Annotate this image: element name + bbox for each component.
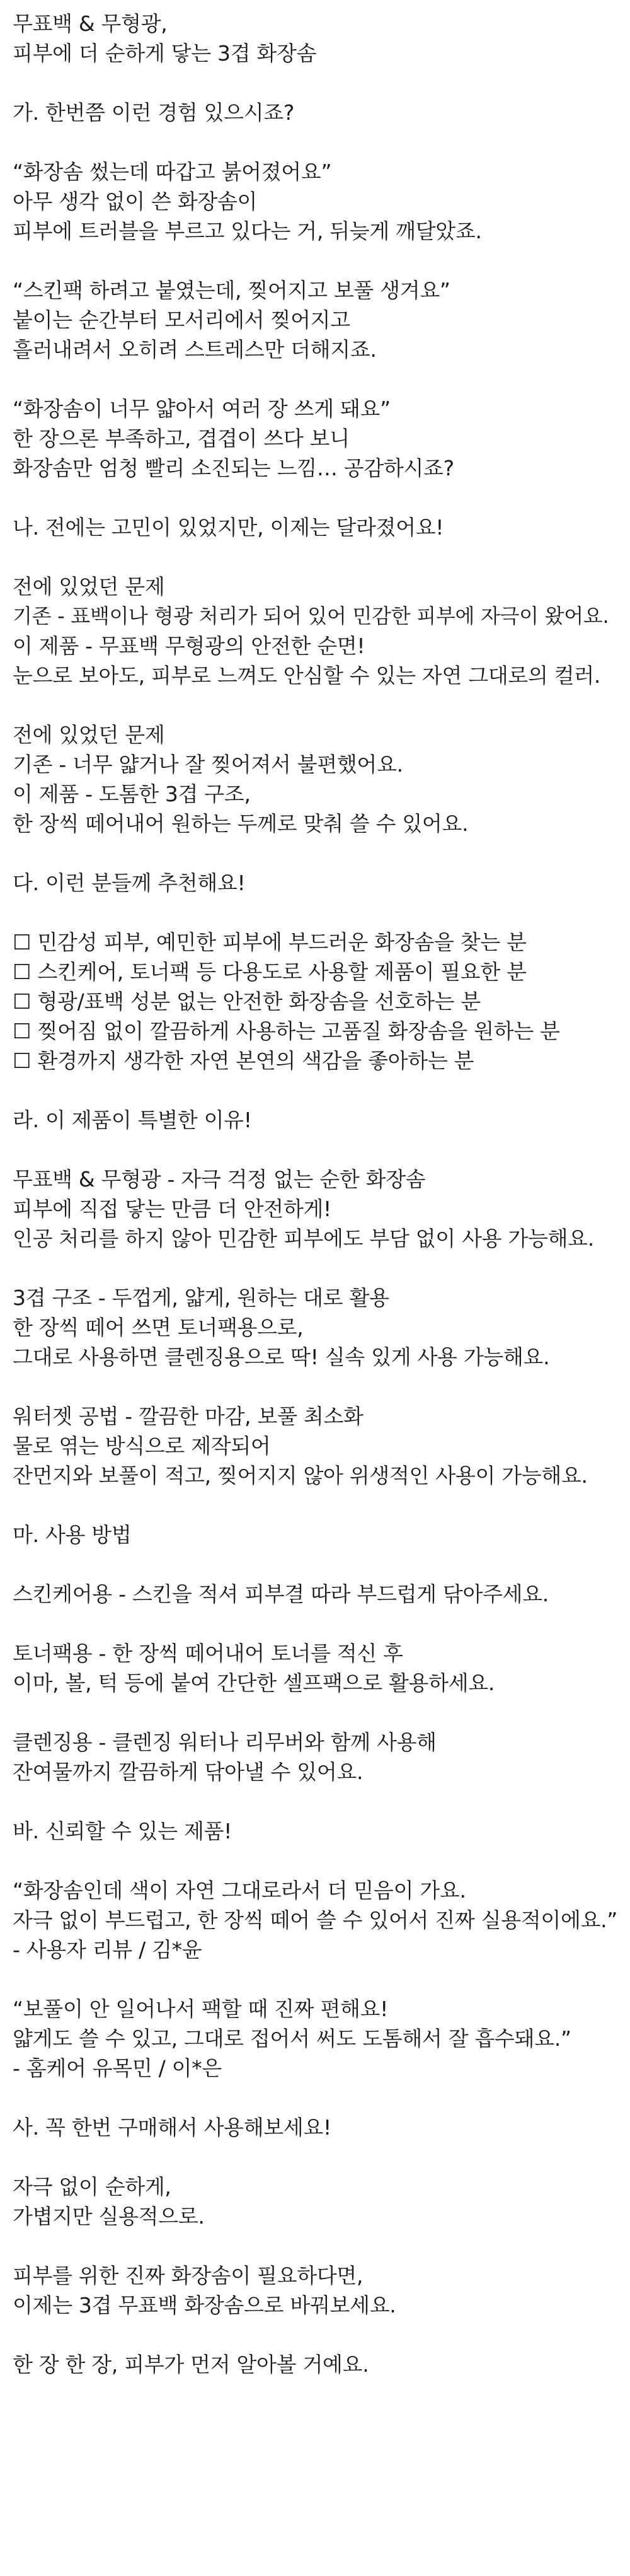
paragraph-spacer: [13, 1490, 617, 1520]
text-line: ☐ 민감성 피부, 예민한 피부에 부드러운 화장솜을 찾는 분: [13, 930, 527, 954]
text-line: 그대로 사용하면 클렌징용으로 딱! 실속 있게 사용 가능해요.: [13, 1345, 550, 1369]
text-line: 피부에 직접 닿는 만큼 더 안전하게!: [13, 1197, 331, 1221]
text-line: “화장솜 썼는데 따갑고 붉어졌어요”: [13, 160, 332, 184]
text-line: 잔먼지와 보풀이 적고, 찢어지지 않아 위생적인 사용이 가능해요.: [13, 1463, 588, 1488]
text-line: ☐ 형광/표백 성분 없는 안전한 화장솜을 선호하는 분: [13, 989, 481, 1014]
text-line: - 홈케어 유목민 / 이*은: [13, 2056, 222, 2080]
section-ga-heading: [13, 98, 617, 127]
text-line: 가볍지만 실용적으로.: [13, 2204, 205, 2229]
text-line: 워터젯 공법 - 깔끔한 마감, 보풀 최소화: [13, 1404, 364, 1429]
text-line: 스킨케어용 - 스킨을 적셔 피부결 따라 부드럽게 닦아주세요.: [13, 1582, 549, 1606]
usage-2: [13, 1639, 617, 1698]
text-line: 3겹 구조 - 두껍게, 얇게, 원하는 대로 활용: [13, 1285, 389, 1310]
feature-3: [13, 1401, 617, 1490]
paragraph-spacer: [13, 246, 617, 276]
intro-title: [13, 9, 617, 68]
section-da-heading: [13, 868, 617, 898]
text-line: 전에 있었던 문제: [13, 722, 165, 747]
text-line: 클렌징용 - 클렌징 워터나 리무버와 함께 사용해: [13, 1730, 437, 1755]
usage-1: [13, 1579, 617, 1609]
paragraph-spacer: [13, 364, 617, 394]
paragraph-spacer: [13, 68, 617, 98]
text-line: 라. 이 제품이 특별한 이유!: [13, 1108, 252, 1132]
text-line: 기존 - 표백이나 형광 처리가 되어 있어 민감한 피부에 자극이 왔어요.: [13, 604, 609, 628]
paragraph-spacer: [13, 2083, 617, 2113]
paragraph-spacer: [13, 898, 617, 927]
text-line: 한 장으론 부족하고, 겹겹이 쓰다 보니: [13, 426, 350, 451]
review-1: [13, 1876, 617, 1964]
text-line: 자극 없이 부드럽고, 한 장씩 떼어 쓸 수 있어서 진짜 실용적이에요.”: [13, 1908, 618, 1932]
text-line: 이제는 3겹 무표백 화장솜으로 바꿔보세요.: [13, 2293, 396, 2318]
text-line: 가. 한번쯤 이런 경험 있으시죠?: [13, 100, 295, 125]
text-line: 물로 엮는 방식으로 제작되어: [13, 1434, 271, 1458]
usage-3: [13, 1727, 617, 1787]
closing-3: [13, 2350, 617, 2379]
text-line: “화장솜이 너무 얇아서 여러 장 쓰게 돼요”: [13, 397, 391, 421]
text-line: 무표백 & 무형광 - 자극 걱정 없는 순한 화장솜: [13, 1167, 426, 1192]
paragraph-spacer: [13, 483, 617, 513]
problem-1: [13, 572, 617, 690]
text-line: 사. 꼭 한번 구매해서 사용해보세요!: [13, 2115, 331, 2140]
paragraph-spacer: [13, 2142, 617, 2172]
experience-2: [13, 276, 617, 364]
recommend-list: [13, 927, 617, 1076]
text-line: 붙이는 순간부터 모서리에서 찢어지고: [13, 308, 350, 332]
paragraph-spacer: [13, 1076, 617, 1105]
paragraph-spacer: [13, 1609, 617, 1639]
text-line: 한 장씩 떼어내어 원하는 두께로 맞춰 쓸 수 있어요.: [13, 811, 469, 836]
text-line: 바. 신뢰할 수 있는 제품!: [13, 1819, 232, 1843]
review-2: [13, 1994, 617, 2083]
experience-3: [13, 394, 617, 483]
text-line: ☐ 환경까지 생각한 자연 본연의 색감을 좋아하는 분: [13, 1048, 474, 1073]
paragraph-spacer: [13, 1698, 617, 1727]
text-line: 피부에 트러블을 부르고 있다는 거, 뒤늦게 깨달았죠.: [13, 219, 482, 243]
paragraph-spacer: [13, 1550, 617, 1579]
text-line: 무표백 & 무형광,: [13, 11, 168, 36]
text-line: ☐ 찢어짐 없이 깔끔하게 사용하는 고품질 화장솜을 원하는 분: [13, 1019, 560, 1043]
paragraph-spacer: [13, 838, 617, 868]
text-line: 나. 전에는 고민이 있었지만, 이제는 달라졌어요!: [13, 515, 444, 540]
section-ba-heading: [13, 1816, 617, 1846]
text-line: ☐ 스킨케어, 토너팩 등 다용도로 사용할 제품이 필요한 분: [13, 960, 527, 984]
paragraph-spacer: [13, 1372, 617, 1401]
text-line: 다. 이런 분들께 추천해요!: [13, 871, 246, 895]
text-line: “스킨팩 하려고 붙였는데, 찢어지고 보풀 생겨요”: [13, 278, 450, 303]
text-line: - 사용자 리뷰 / 김*윤: [13, 1937, 202, 1962]
paragraph-spacer: [13, 1787, 617, 1816]
paragraph-spacer: [13, 2231, 617, 2261]
text-line: 얇게도 쓸 수 있고, 그대로 접어서 써도 도톰해서 잘 흡수돼요.”: [13, 2026, 571, 2051]
text-line: “화장솜인데 색이 자연 그대로라서 더 믿음이 가요.: [13, 1878, 466, 1903]
paragraph-spacer: [13, 542, 617, 572]
paragraph-spacer: [13, 127, 617, 157]
text-line: 한 장 한 장, 피부가 먼저 알아볼 거예요.: [13, 2352, 369, 2377]
paragraph-spacer: [13, 1253, 617, 1283]
problem-2: [13, 720, 617, 838]
section-ma-heading: [13, 1520, 617, 1550]
section-sa-heading: [13, 2113, 617, 2142]
text-line: 전에 있었던 문제: [13, 574, 165, 599]
feature-1: [13, 1164, 617, 1253]
closing-2: [13, 2261, 617, 2320]
text-line: 피부를 위한 진짜 화장솜이 필요하다면,: [13, 2263, 364, 2288]
feature-2: [13, 1283, 617, 1372]
text-line: 눈으로 보아도, 피부로 느껴도 안심할 수 있는 자연 그대로의 컬러.: [13, 663, 601, 688]
text-line: 잔여물까지 깔끔하게 닦아낼 수 있어요.: [13, 1760, 364, 1784]
text-line: “보풀이 안 일어나서 팩할 때 진짜 편해요!: [13, 1997, 389, 2021]
paragraph-spacer: [13, 1135, 617, 1164]
text-line: 자극 없이 순하게,: [13, 2174, 171, 2199]
text-line: 이 제품 - 도톰한 3겹 구조,: [13, 782, 251, 806]
section-ra-heading: [13, 1105, 617, 1135]
paragraph-spacer: [13, 690, 617, 720]
experience-1: [13, 157, 617, 246]
text-line: 흘러내려서 오히려 스트레스만 더해지죠.: [13, 337, 377, 362]
text-line: 이 제품 - 무표백 무형광의 안전한 순면!: [13, 634, 365, 658]
text-line: 화장솜만 엄청 빨리 소진되는 느낌… 공감하시죠?: [13, 456, 454, 480]
text-line: 마. 사용 방법: [13, 1523, 132, 1547]
closing-1: [13, 2172, 617, 2231]
text-line: 피부에 더 순하게 닿는 3겹 화장솜: [13, 41, 317, 66]
paragraph-spacer: [13, 2320, 617, 2350]
text-line: 토너팩용 - 한 장씩 떼어내어 토너를 적신 후: [13, 1641, 403, 1666]
text-line: 한 장씩 떼어 쓰면 토너팩용으로,: [13, 1315, 304, 1340]
product-description-document: [13, 9, 617, 2379]
text-line: 기존 - 너무 얇거나 잘 찢어져서 불편했어요.: [13, 752, 403, 777]
text-line: 이마, 볼, 턱 등에 붙여 간단한 셀프팩으로 활용하세요.: [13, 1671, 495, 1695]
text-line: 아무 생각 없이 쓴 화장솜이: [13, 189, 258, 214]
section-na-heading: [13, 513, 617, 542]
text-line: 인공 처리를 하지 않아 민감한 피부에도 부담 없이 사용 가능해요.: [13, 1226, 594, 1251]
paragraph-spacer: [13, 1846, 617, 1876]
paragraph-spacer: [13, 1964, 617, 1994]
